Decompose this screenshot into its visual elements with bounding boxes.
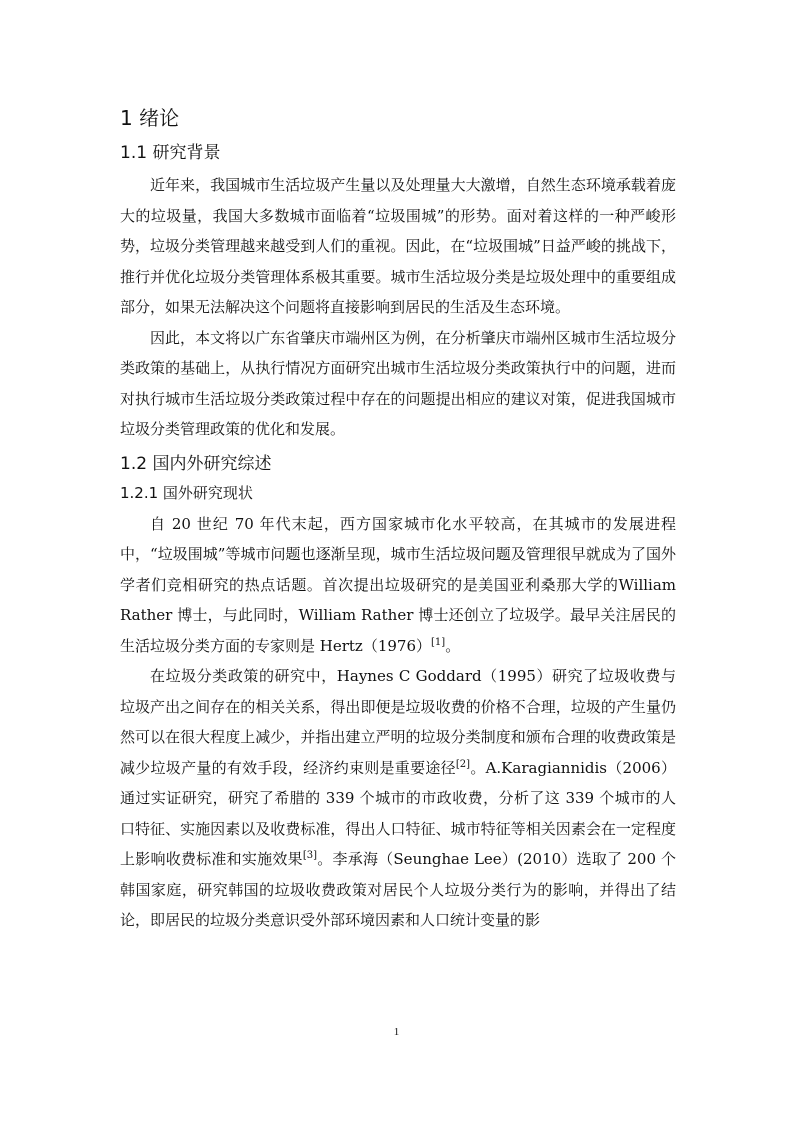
paragraph-foreign-2 [120,661,676,936]
citation-2: [2] [455,758,471,770]
citation-1: [1] [431,636,446,648]
paragraph-text: 。李承海（Seunghae Lee）(2010）选取了 200 个韩国家庭，研究韩国的垃圾收费政策对居民个人垃圾分类行为的影响，并得出了结论，即居民的垃圾分类意识受外部环境因素和人口统计变量的影 [120,850,676,929]
page-number: 1 [393,1026,400,1038]
section-heading-literature-review: 1.2 国内外研究综述 [120,453,272,474]
paragraph-background-2: 因此，本文将以广东省肇庆市端州区为例，在分析肇庆市端州区城市生活垃圾分类政策的基础上，从执行情况方面研究出城市生活垃圾分类政策执行中的问题，进而对执行城市生活垃圾分类政策过程中存在的问题提出相应的建议对策，促进我国城市垃圾分类管理政策的优化和发展。 [120,328,676,438]
section-heading-background: 1.1 研究背景 [120,143,221,163]
chapter-heading: 1 绪论 [120,106,180,130]
page-content [120,104,676,936]
citation-3: [3] [302,850,317,861]
paragraph-text: 在垃圾分类政策的研究中，Haynes C Goddard（1995）研究了垃圾收费与垃圾产出之间存在的相关关系，得出即便是垃圾收费的价格不合理，垃圾的产生量仍然可以在很大程度上减少，并指出建立严明的垃圾分类制度和颁布合理的收费政策是减少垃圾产量的有效手段，经济约束则是重要途径 [120,667,676,777]
subsection-heading-foreign-research: 1.2.1 国外研究现状 [120,483,253,502]
paragraph-foreign-1 [120,509,676,662]
paragraph-text-end: 。 [445,636,461,655]
paragraph-text: 自 20 世纪 70 年代末起，西方国家城市化水平较高，在其城市的发展进程中，“垃圾围城”等城市问题也逐渐呈现，城市生活垃圾问题及管理很早就成为了国外学者们竞相研究的热点话题。首次提出垃圾研究的是美国亚利桑那大学的William Rather 博士，与此同时，William Rather 博士还创立了垃圾学。最早关注居民的生活垃圾分类方面的专家则是 Hertz（1976） [120,514,676,655]
paragraph-text: 。A.Karagiannidis（2006）通过实证研究，研究了希腊的 339 个城市的市政收费，分析了这 339 个城市的人口特征、实施因素以及收费标准，得出人口特征、城市特征等相关因素会在一定程度上影响收费标准和实施效果 [120,758,676,868]
paragraph-background-1: 近年来，我国城市生活垃圾产生量以及处理量大大激增，自然生态环境承载着庞大的垃圾量，我国大多数城市面临着“垃圾围城”的形势。面对着这样的一种严峻形势，垃圾分类管理越来越受到人们的重视。因此，在“垃圾围城”日益严峻的挑战下，推行并优化垃圾分类管理体系极其重要。城市生活垃圾分类是垃圾处理中的重要组成部分，如果无法解决这个问题将直接影响到居民的生活及生态环境。 [120,176,676,316]
